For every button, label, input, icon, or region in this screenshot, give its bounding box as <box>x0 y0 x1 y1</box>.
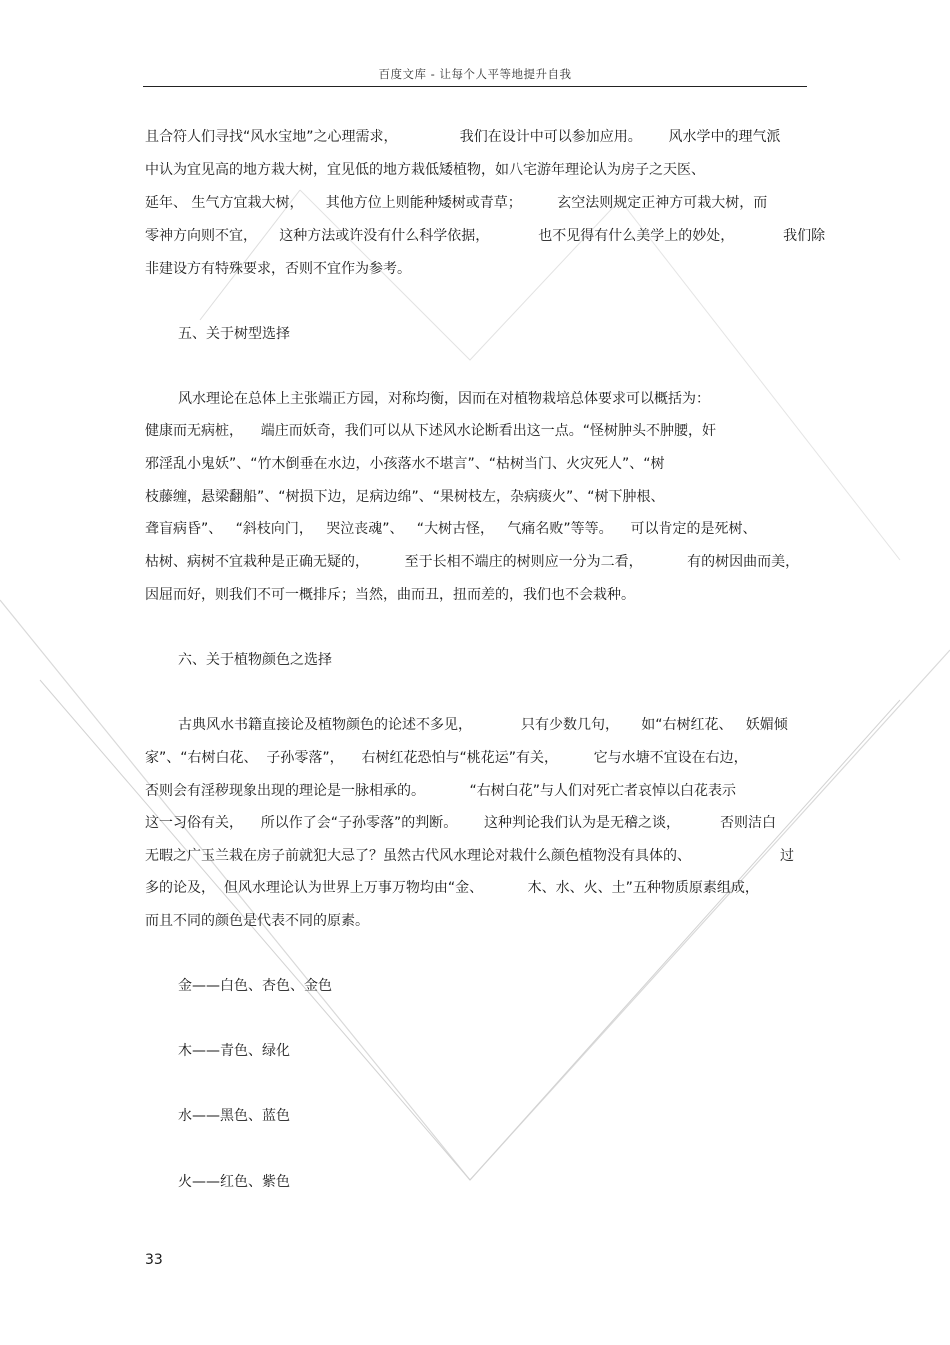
body-line: 邪淫乱小鬼妖”、“竹木倒垂在水边，小孩落水不堪言”、“枯树当门、火灾死人”、“树 <box>145 456 665 472</box>
body-line: 聋盲病昏”、 “斜枝向门， 哭泣丧魂”、 “大树古怪， 气痛名败”等等。 可以肯定的是死树、 <box>145 521 757 537</box>
body-line: 家”、“右树白花、 子孙零落”， 右树红花恐怕与“桃花运”有关， 它与水塘不宜设在右边， <box>145 750 748 766</box>
body-line: 健康而无病桩， 端庄而妖奇，我们可以从下述风水论断看出这一点。“怪树肿头不肿腰，奸 <box>145 423 717 439</box>
element-color-item: 火——红色、紫色 <box>178 1174 290 1190</box>
body-line: 枯树、病树不宜栽种是正确无疑的， 至于长相不端庄的树则应一分为二看， 有的树因曲而美， <box>145 554 800 570</box>
body-line: 古典风水书籍直接论及植物颜色的论述不多见， 只有少数几句， 如“右树红花、 妖媚倾 <box>178 717 788 733</box>
body-line: 非建设方有特殊要求，否则不宜作为参考。 <box>145 261 411 277</box>
body-line: 否则会有淫秽现象出现的理论是一脉相承的。 “右树白花”与人们对死亡者哀悼以白花表示 <box>145 783 737 799</box>
body-line: 且合符人们寻找“风水宝地”之心理需求， 我们在设计中可以参加应用。 风水学中的理气派 <box>145 129 781 145</box>
body-line: 枝藤缠，悬梁翻船”、“树损下边，足病边绵”、“果树枝左，杂病痰火”、“树下肿根、 <box>145 489 665 505</box>
body-line: 而且不同的颜色是代表不同的原素。 <box>145 913 369 929</box>
body-line: 这一习俗有关， 所以作了会“子孙零落”的判断。 这种判论我们认为是无稽之谈， 否则洁白 <box>145 815 777 831</box>
body-line: 延年、 生气方宜栽大树， 其他方位上则能种矮树或青草； 玄空法则规定正神方可栽大树，而 <box>145 195 768 211</box>
body-line: 多的论及， 但风水理论认为世界上万事万物均由“金、 木、水、火、土”五种物质原素组成， <box>145 880 759 896</box>
section-heading: 六、关于植物颜色之选择 <box>178 652 332 668</box>
element-color-item: 金——白色、杏色、金色 <box>178 978 332 994</box>
header-divider <box>143 86 807 87</box>
body-line: 风水理论在总体上主张端正方园，对称均衡，因而在对植物栽培总体要求可以概括为： <box>178 391 710 407</box>
element-color-item: 木——青色、绿化 <box>178 1043 290 1059</box>
page-number: 33 <box>145 1252 163 1268</box>
body-line: 无暇之广玉兰栽在房子前就犯大忌了？虽然古代风水理论对栽什么颜色植物没有具体的、 过 <box>145 848 795 864</box>
element-color-item: 水——黑色、蓝色 <box>178 1108 290 1124</box>
running-header: 百度文库 - 让每个人平等地提升自我 <box>378 67 572 81</box>
section-heading: 五、关于树型选择 <box>178 326 290 342</box>
body-line: 中认为宜见高的地方栽大树，宜见低的地方栽低矮植物，如八宅游年理论认为房子之天医、 <box>145 162 705 178</box>
body-line: 因屈而好，则我们不可一概排斥；当然，曲而丑，扭而差的，我们也不会栽种。 <box>145 587 635 603</box>
body-line: 零神方向则不宜， 这种方法或许没有什么科学依据， 也不见得有什么美学上的妙处， 我们除 <box>145 228 826 244</box>
